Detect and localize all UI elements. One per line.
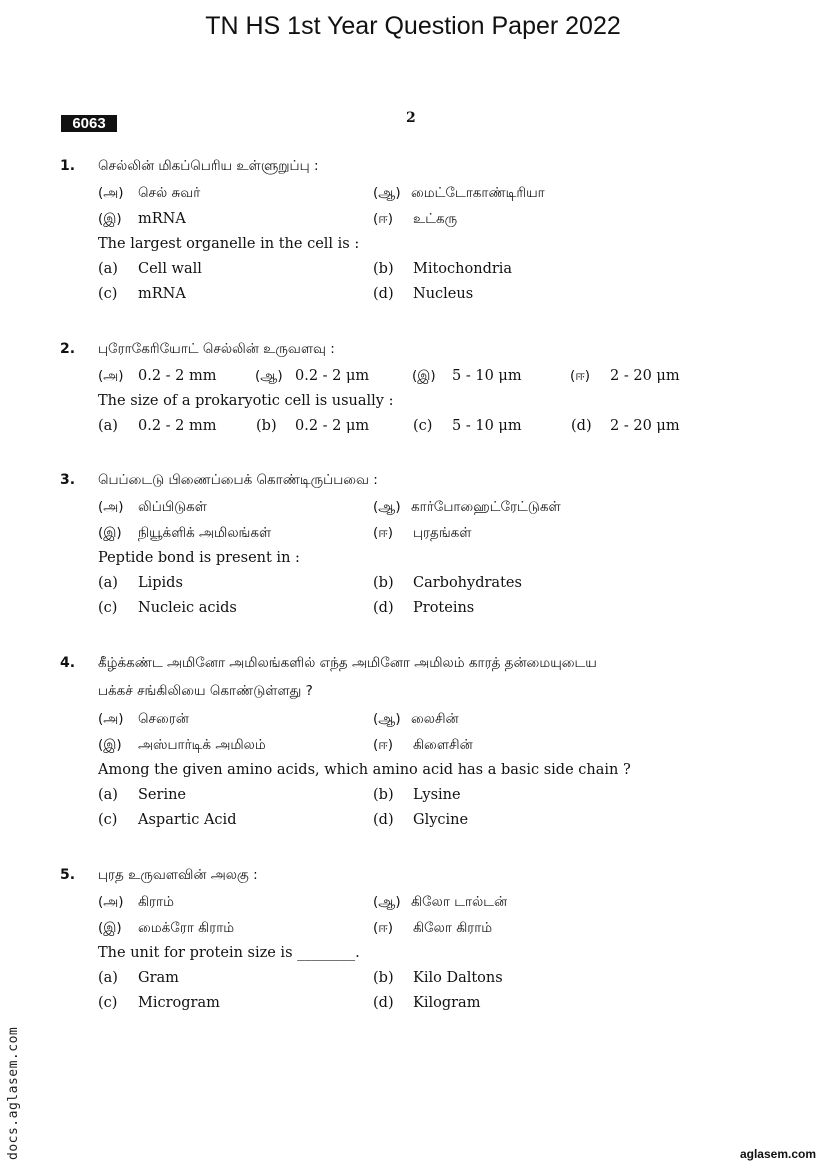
option-label: (ஆ) bbox=[373, 711, 401, 727]
option-text: Nucleus bbox=[413, 286, 474, 302]
option-label: (இ) bbox=[98, 920, 122, 936]
option-label: (b) bbox=[373, 970, 394, 986]
question-text-english: The largest organelle in the cell is : bbox=[98, 236, 360, 252]
option-label: (ஆ) bbox=[373, 499, 401, 515]
option-text: Microgram bbox=[138, 995, 220, 1011]
option-text: Carbohydrates bbox=[413, 575, 522, 591]
option-label: (இ) bbox=[412, 368, 436, 384]
option-label: (ஆ) bbox=[373, 894, 401, 910]
option-text: கிலோ டால்டன் bbox=[411, 894, 508, 910]
option-text: Cell wall bbox=[138, 261, 202, 277]
question-text-tamil-continued: பக்கச் சங்கிலியை கொண்டுள்ளது ? bbox=[98, 683, 313, 699]
footer-brand: aglasem.com bbox=[739, 1147, 816, 1161]
option-label: (a) bbox=[98, 418, 118, 434]
option-text: கிராம் bbox=[138, 894, 174, 910]
option-label: (அ) bbox=[98, 368, 124, 384]
option-text: 0.2 - 2 mm bbox=[138, 418, 217, 434]
option-text: Nucleic acids bbox=[138, 600, 237, 616]
option-label: (a) bbox=[98, 787, 118, 803]
option-text: 5 - 10 μm bbox=[452, 418, 522, 434]
option-label: (ஈ) bbox=[373, 920, 394, 936]
option-text: 0.2 - 2 mm bbox=[138, 368, 217, 384]
option-text: மைட்டோகாண்டிரியா bbox=[411, 185, 545, 201]
option-label: (c) bbox=[98, 812, 118, 828]
option-text: செல் சுவர் bbox=[138, 185, 201, 201]
option-label: (a) bbox=[98, 261, 118, 277]
option-label: (ஆ) bbox=[373, 185, 401, 201]
option-label: (d) bbox=[373, 812, 394, 828]
option-label: (ஈ) bbox=[373, 525, 394, 541]
option-text: லிப்பிடுகள் bbox=[138, 499, 207, 515]
question-text-tamil: புரத உருவளவின் அலகு : bbox=[98, 867, 258, 883]
option-label: (ஈ) bbox=[570, 368, 591, 384]
option-label: (b) bbox=[256, 418, 277, 434]
option-label: (இ) bbox=[98, 525, 122, 541]
option-label: (d) bbox=[373, 995, 394, 1011]
option-label: (அ) bbox=[98, 185, 124, 201]
option-text: மைக்ரோ கிராம் bbox=[138, 920, 235, 936]
question-number: 4. bbox=[60, 655, 76, 671]
option-text: உட்கரு bbox=[413, 211, 458, 227]
option-text: அஸ்பார்டிக் அமிலம் bbox=[138, 737, 266, 753]
question-text-tamil: கீழ்க்கண்ட அமினோ அமிலங்களில் எந்த அமினோ அமிலம் காரத் தன்மையுடைய bbox=[98, 655, 597, 671]
option-label: (ஈ) bbox=[373, 737, 394, 753]
question-text-tamil: செல்லின் மிகப்பெரிய உள்ளுறுப்பு : bbox=[98, 158, 319, 174]
question-text-english: The size of a prokaryotic cell is usually : bbox=[98, 393, 394, 409]
option-text: Lysine bbox=[413, 787, 461, 803]
option-label: (d) bbox=[373, 286, 394, 302]
option-text: Mitochondria bbox=[413, 261, 513, 277]
option-text: Proteins bbox=[413, 600, 475, 616]
option-text: கார்போஹைட்ரேட்டுகள் bbox=[411, 499, 561, 515]
option-label: (d) bbox=[571, 418, 592, 434]
option-text: கிளைசின் bbox=[413, 737, 473, 753]
option-text: Serine bbox=[138, 787, 187, 803]
option-label: (அ) bbox=[98, 894, 124, 910]
option-label: (ஈ) bbox=[373, 211, 394, 227]
option-text: கிலோ கிராம் bbox=[413, 920, 493, 936]
option-text: Gram bbox=[138, 970, 179, 986]
question-text-english: The unit for protein size is ________. bbox=[98, 945, 360, 961]
option-text: mRNA bbox=[138, 286, 186, 302]
option-text: லைசின் bbox=[411, 711, 459, 727]
option-label: (c) bbox=[413, 418, 433, 434]
question-number: 2. bbox=[60, 341, 76, 357]
option-text: Kilo Daltons bbox=[413, 970, 503, 986]
watermark-text: docs.aglasem.com bbox=[6, 1026, 21, 1160]
option-text: 0.2 - 2 μm bbox=[295, 368, 370, 384]
option-label: (அ) bbox=[98, 711, 124, 727]
option-label: (அ) bbox=[98, 499, 124, 515]
option-label: (b) bbox=[373, 261, 394, 277]
question-text-english: Among the given amino acids, which amino acid has a basic side chain ? bbox=[98, 762, 631, 778]
option-text: mRNA bbox=[138, 211, 186, 227]
option-text: Aspartic Acid bbox=[138, 812, 237, 828]
option-text: செரைன் bbox=[138, 711, 189, 727]
option-label: (இ) bbox=[98, 737, 122, 753]
paper-code-badge: 6063 bbox=[61, 115, 117, 132]
option-label: (a) bbox=[98, 970, 118, 986]
question-text-tamil: பெப்டைடு பிணைப்பைக் கொண்டிருப்பவை : bbox=[98, 472, 378, 488]
option-text: 0.2 - 2 μm bbox=[295, 418, 370, 434]
question-text-tamil: புரோகேரியோட் செல்லின் உருவளவு : bbox=[98, 341, 335, 357]
option-text: Lipids bbox=[138, 575, 183, 591]
option-text: புரதங்கள் bbox=[413, 525, 472, 541]
option-text: Kilogram bbox=[413, 995, 481, 1011]
option-label: (d) bbox=[373, 600, 394, 616]
option-text: 2 - 20 μm bbox=[610, 368, 680, 384]
question-number: 5. bbox=[60, 867, 76, 883]
question-text-english: Peptide bond is present in : bbox=[98, 550, 300, 566]
option-text: நியூக்ளிக் அமிலங்கள் bbox=[138, 525, 272, 541]
option-label: (c) bbox=[98, 600, 118, 616]
option-label: (b) bbox=[373, 575, 394, 591]
option-label: (ஆ) bbox=[255, 368, 283, 384]
page-title: TN HS 1st Year Question Paper 2022 bbox=[205, 12, 621, 40]
option-text: 5 - 10 μm bbox=[452, 368, 522, 384]
option-label: (c) bbox=[98, 995, 118, 1011]
option-label: (b) bbox=[373, 787, 394, 803]
question-number: 3. bbox=[60, 472, 76, 488]
option-text: 2 - 20 μm bbox=[610, 418, 680, 434]
page-number: 2 bbox=[406, 110, 416, 126]
option-label: (a) bbox=[98, 575, 118, 591]
option-label: (இ) bbox=[98, 211, 122, 227]
option-text: Glycine bbox=[413, 812, 469, 828]
question-number: 1. bbox=[60, 158, 76, 174]
option-label: (c) bbox=[98, 286, 118, 302]
